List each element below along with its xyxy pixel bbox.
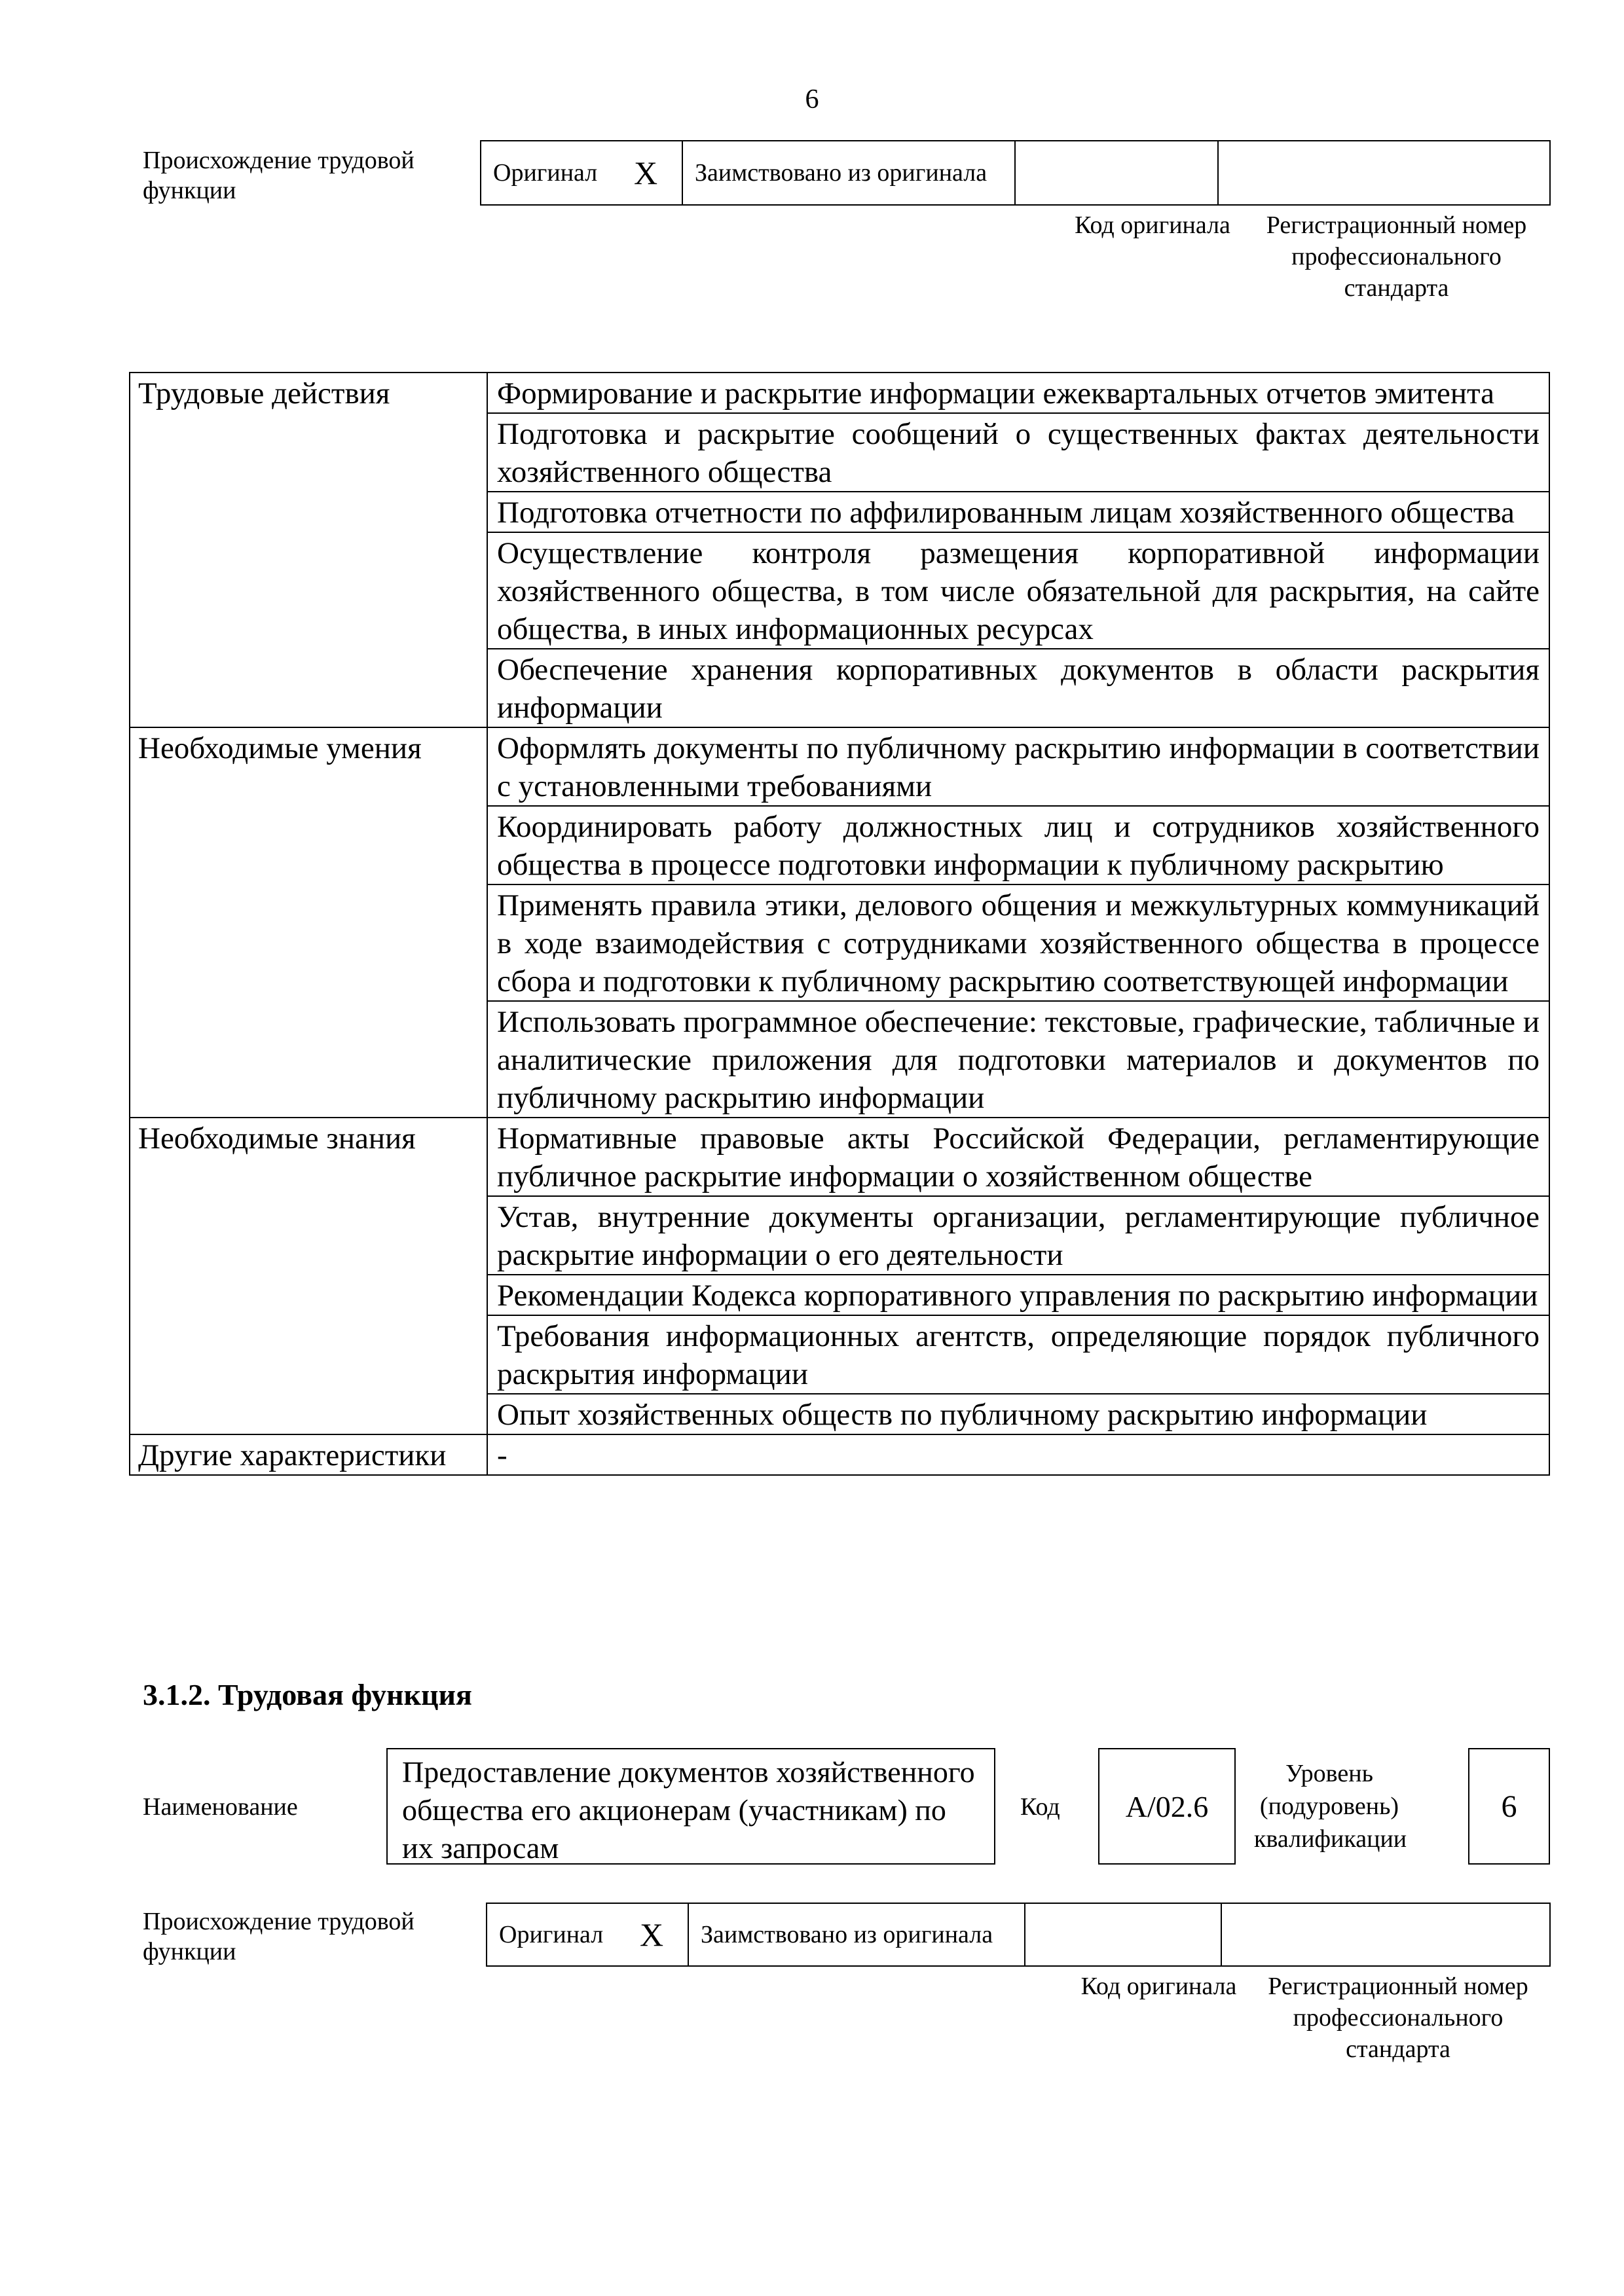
origin-table [486, 1903, 1551, 1967]
labor-action-item: Осуществление контроля размещения корпоративной информации хозяйственного общества, в том числе обязательной для раскрытия, на сайте общества, в иных информационных ресурсах [487, 532, 1549, 649]
labor-function-table [129, 372, 1550, 1476]
original-code-caption: Код оригинала [1075, 211, 1230, 239]
category-skills: Необходимые умения [130, 727, 487, 1118]
knowledge-item: Требования информационных агентств, определяющие порядок публичного раскрытия информации [487, 1315, 1549, 1394]
original-mark: X [616, 1903, 688, 1966]
borrowed-label: Заимствовано из оригинала [688, 1903, 1025, 1966]
section-title: 3.1.2. Трудовая функция [143, 1678, 472, 1711]
borrowed-label: Заимствовано из оригинала [682, 141, 1015, 205]
original-code-cell [1025, 1903, 1221, 1966]
knowledge-item: Опыт хозяйственных обществ по публичному раскрытию информации [487, 1394, 1549, 1434]
name-label: Наименование [143, 1793, 298, 1821]
qualification-level-box: 6 [1468, 1748, 1550, 1865]
category-knowledge: Необходимые знания [130, 1118, 487, 1434]
original-code-cell [1015, 141, 1218, 205]
registration-number-caption: Регистрационный номер профессионального стандарта [1266, 211, 1527, 302]
other-value: - [487, 1434, 1549, 1475]
skill-item: Координировать работу должностных лиц и сотрудников хозяйственного общества в процессе подготовки информации к публичному раскрытию [487, 806, 1549, 884]
skill-item: Использовать программное обеспечение: текстовые, графические, табличные и аналитические приложения для подготовки материалов и документов по публичному раскрытию информации [487, 1001, 1549, 1118]
qualification-level-label: Уровень (подуровень) квалификации [1254, 1760, 1407, 1853]
original-label: Оригинал [487, 1903, 616, 1966]
labor-action-item: Подготовка и раскрытие сообщений о существенных фактах деятельности хозяйственного общества [487, 413, 1549, 492]
knowledge-item: Устав, внутренние документы организации, регламентирующие публичное раскрытие информации о его деятельности [487, 1196, 1549, 1275]
function-code-box: A/02.6 [1098, 1748, 1236, 1865]
labor-action-item: Обеспечение хранения корпоративных документов в области раскрытия информации [487, 649, 1549, 727]
category-other: Другие характеристики [130, 1434, 487, 1475]
original-mark: X [610, 141, 682, 205]
origin-label: Происхождение трудовой функции [143, 147, 415, 204]
original-code-caption: Код оригинала [1080, 1973, 1237, 2000]
table-row [130, 727, 1549, 806]
registration-number-cell [1221, 1903, 1550, 1966]
table-row [130, 1118, 1549, 1196]
table-row [130, 1434, 1549, 1475]
page-number: 6 [805, 84, 819, 115]
skill-item: Применять правила этики, делового общения и межкультурных коммуникаций в ходе взаимодействия с сотрудниками хозяйственного общества в процессе сбора и подготовки к публичному раскрытию соответствующей информации [487, 884, 1549, 1001]
original-label: Оригинал [481, 141, 610, 205]
skill-item: Оформлять документы по публичному раскрытию информации в соответствии с установленными требованиями [487, 727, 1549, 806]
table-row [130, 373, 1549, 413]
function-name-box: Предоставление документов хозяйственного общества его акционерам (участникам) по их запросам [386, 1748, 995, 1865]
labor-action-item: Подготовка отчетности по аффилированным лицам хозяйственного общества [487, 492, 1549, 532]
knowledge-item: Нормативные правовые акты Российской Федерации, регламентирующие публичное раскрытие информации о хозяйственном обществе [487, 1118, 1549, 1196]
knowledge-item: Рекомендации Кодекса корпоративного управления по раскрытию информации [487, 1275, 1549, 1315]
origin-label: Происхождение трудовой функции [143, 1908, 415, 1965]
labor-action-item: Формирование и раскрытие информации ежеквартальных отчетов эмитента [487, 373, 1549, 413]
category-labor-actions: Трудовые действия [130, 373, 487, 727]
registration-number-caption: Регистрационный номер профессионального стандарта [1268, 1973, 1528, 2063]
code-label: Код [1020, 1793, 1060, 1821]
registration-number-cell [1218, 141, 1550, 205]
origin-table [480, 140, 1551, 206]
